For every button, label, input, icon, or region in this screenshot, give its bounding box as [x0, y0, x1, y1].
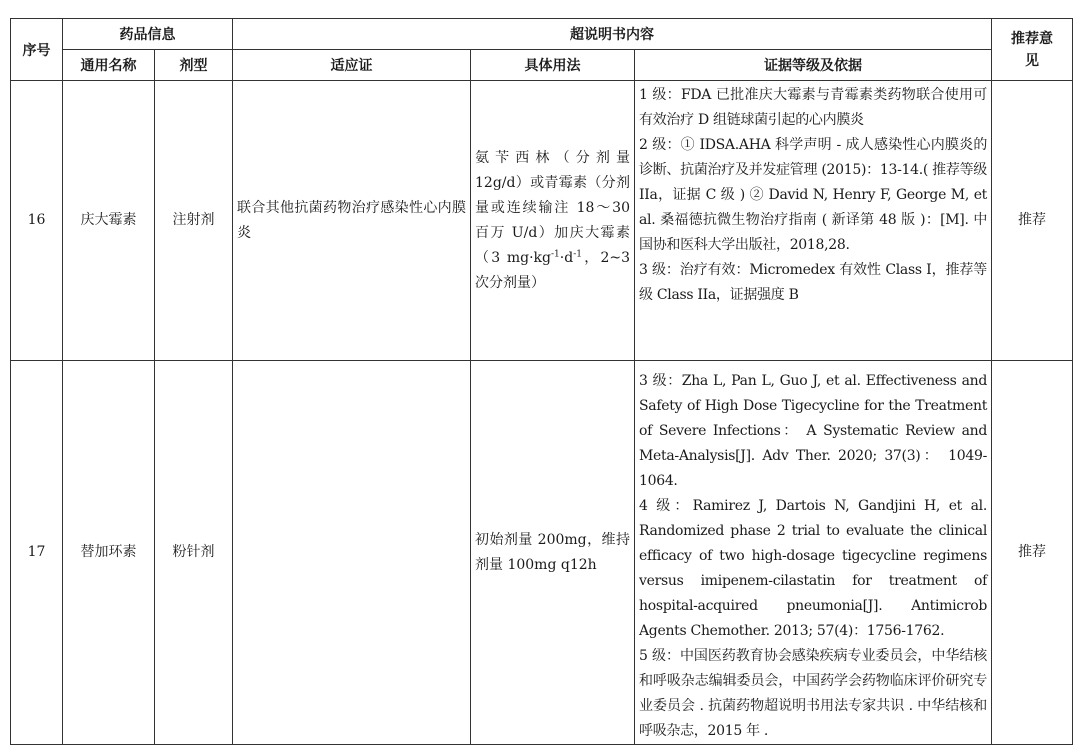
row-usage: 初始剂量 200mg，维持剂量 100mg q12h: [471, 361, 635, 745]
table-row: [11, 361, 1073, 745]
row-usage-text-b: ·d: [559, 249, 574, 266]
row-recommendation: 推荐: [992, 81, 1073, 361]
header-indication: 适应证: [233, 50, 471, 81]
row-dosage-form: 注射剂: [155, 81, 233, 361]
row-usage-text-c: ，2~3 次分剂量）: [475, 249, 630, 291]
evidence-line: 4 级：Ramirez J, Dartois N, Gandjini H, et al. Randomized phase 2 trial to evaluate the clinical efficacy of two high-dosage tigecycline regimens versus imipenem-cilastatin for treatment of hospital-acquired pneumonia[J]. Antimicrob Agents Chemother. 2013; 57(4)：1756-1762.: [639, 498, 988, 639]
row-evidence: [635, 361, 992, 745]
evidence-line: 2 级：① IDSA.AHA 科学声明 - 成人感染性心内膜炎的诊断、抗菌治疗及并发症管理 (2015)：13-14.( 推荐等级 IIa，证据 C 级 ) ② David N, Henry F, George M, et al. 桑福德抗微生物治疗指南 ( 新译第 48 版 )：[M]. 中国协和医科大学出版社，2018,28.: [639, 137, 988, 253]
row-dosage-form: 粉针剂: [155, 361, 233, 745]
row-seq: 17: [11, 361, 63, 745]
header-dosage-form: 剂型: [155, 50, 233, 81]
header-evidence: 证据等级及依据: [635, 50, 992, 81]
row-usage: [471, 81, 635, 361]
evidence-line: 5 级：中国医药教育协会感染疾病专业委员会，中华结核和呼吸杂志编辑委员会，中国药学会药物临床评价研究专业委员会 . 抗菌药物超说明书用法专家共识 . 中华结核和呼吸杂志，2015 年 .: [639, 648, 988, 739]
off-label-drug-table: [10, 18, 1073, 745]
header-generic-name: 通用名称: [63, 50, 155, 81]
row-recommendation: 推荐: [992, 361, 1073, 745]
off-label-drug-table-page: [10, 18, 1072, 745]
row-seq: 16: [11, 81, 63, 361]
table-row: [11, 81, 1073, 361]
row-indication: [233, 361, 471, 745]
row-usage-text-a: 氨苄西林（分剂量 12g/d）或青霉素（分剂量或连续输注 18～30 百万 U/d）加庆大霉素（3 mg·kg: [475, 149, 630, 266]
evidence-line: 3 级：Zha L, Pan L, Guo J, et al. Effectiveness and Safety of High Dose Tigecycline for the Treatment of Severe Infections： A Systematic Review and Meta-Analysis[J]. Adv Ther. 2020; 37(3)： 1049-1064.: [639, 373, 988, 489]
row-indication: 联合其他抗菌药物治疗感染性心内膜炎: [233, 81, 471, 361]
row-usage-sup-b: -1: [573, 248, 582, 259]
row-generic-name: 庆大霉素: [63, 81, 155, 361]
header-drug-info: 药品信息: [63, 19, 233, 50]
header-recommendation: 推荐意见: [992, 19, 1073, 81]
row-generic-name: 替加环素: [63, 361, 155, 745]
row-evidence: [635, 81, 992, 361]
evidence-line: 1 级：FDA 已批准庆大霉素与青霉素类药物联合使用可有效治疗 D 组链球菌引起的心内膜炎: [639, 87, 988, 128]
header-usage: 具体用法: [471, 50, 635, 81]
header-seq: 序号: [11, 19, 63, 81]
header-off-label-content: 超说明书内容: [233, 19, 992, 50]
evidence-line: 3 级：治疗有效：Micromedex 有效性 Class I，推荐等级 Class IIa，证据强度 B: [639, 262, 988, 303]
row-usage-sup-a: -1: [550, 248, 560, 259]
